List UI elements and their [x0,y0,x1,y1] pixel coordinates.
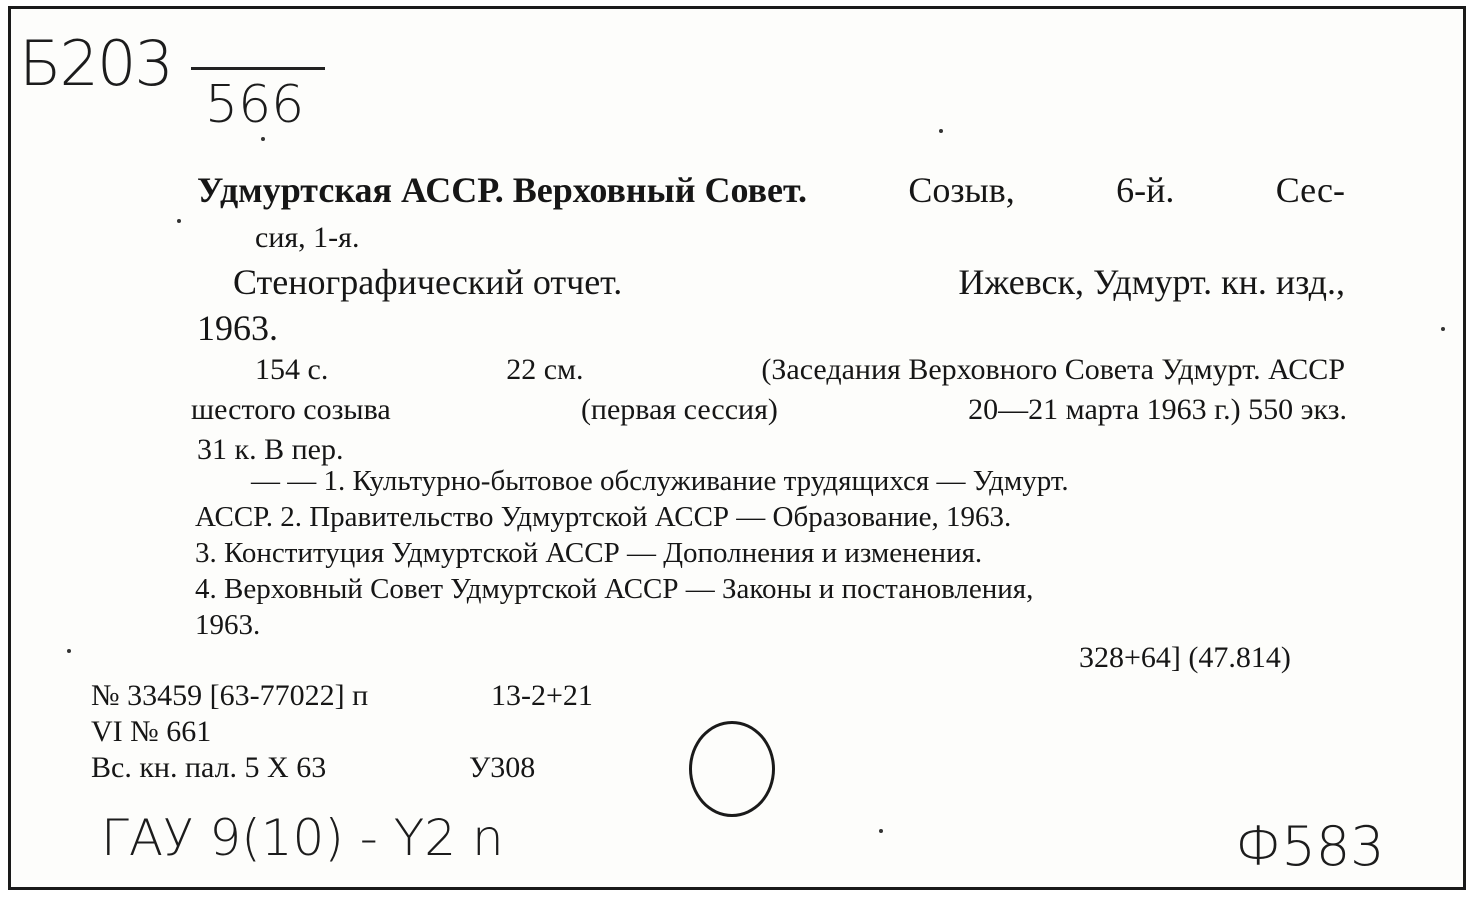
speck [261,137,265,141]
handwritten-shelf-mark: ГАУ 9(10) - Y2 n [101,809,504,867]
print-code: 13-2+21 [491,679,593,712]
heading-continuation: сия, 1-я. [255,221,360,254]
print-order: У308 [469,751,536,784]
heading-number: 6-й. [1116,170,1175,210]
handwritten-inventory-number: Ф583 [1235,815,1385,878]
subject-line-3 [195,537,1345,570]
desc-session: (первая сессия) [580,393,778,426]
speck [1441,327,1445,331]
speck [939,129,943,133]
subject-line-3-text: 3. Конституция Удмуртской АССР — Дополнения и изменения. [195,537,983,569]
title-imprint [233,261,1345,303]
speck [67,649,71,653]
imprint: Ижевск, Удмурт. кн. изд., [958,262,1345,302]
hole-circle [689,721,775,817]
speck [879,829,883,833]
desc-dates-copies: 20—21 марта 1963 г.) 550 экз. [968,393,1347,426]
heading-convocation: Созыв, [908,170,1015,210]
desc-line-2 [191,393,1347,427]
title: Стенографический отчет. [233,262,623,302]
print-number: № 33459 [63-77022] п [91,679,369,712]
imprint-year: 1963. [197,308,278,348]
subject-line-2 [195,501,1345,534]
classification-number: 328+64] (47.814) [1079,641,1291,674]
subject-line-2-text: АССР. 2. Правительство Удмуртской АССР — Образование, 1963. [195,501,1012,533]
desc-line-1 [255,353,1345,387]
print-set-number: VI № 661 [91,715,212,748]
subject-line-4: 4. Верховный Совет Удмуртской АССР — Законы и постановления, [195,573,1034,605]
series-note: (Заседания Верховного Совета Удмурт. АССР [761,353,1345,386]
subject-line-5: 1963. [195,609,261,641]
handwritten-call-number: Б203 [19,27,172,100]
handwritten-fraction-number: 566 [205,75,305,135]
entry-heading [197,169,1345,211]
subject-line-1: — — 1. Культурно-бытовое обслуживание трудящихся — Удмурт. [251,465,1069,497]
print-chamber: Вс. кн. пал. 5 X 63 [91,751,327,784]
desc-price: 31 к. В пер. [197,433,344,466]
fraction-line [191,67,325,70]
pages: 154 с. [255,353,329,386]
heading-corporate-author: Удмуртская АССР. Верховный Совет. [197,170,807,210]
desc-convocation: шестого созыва [191,393,391,426]
heading-session: Сес- [1275,170,1345,210]
size: 22 см. [506,353,584,386]
catalog-card [8,6,1466,890]
speck [177,219,181,223]
